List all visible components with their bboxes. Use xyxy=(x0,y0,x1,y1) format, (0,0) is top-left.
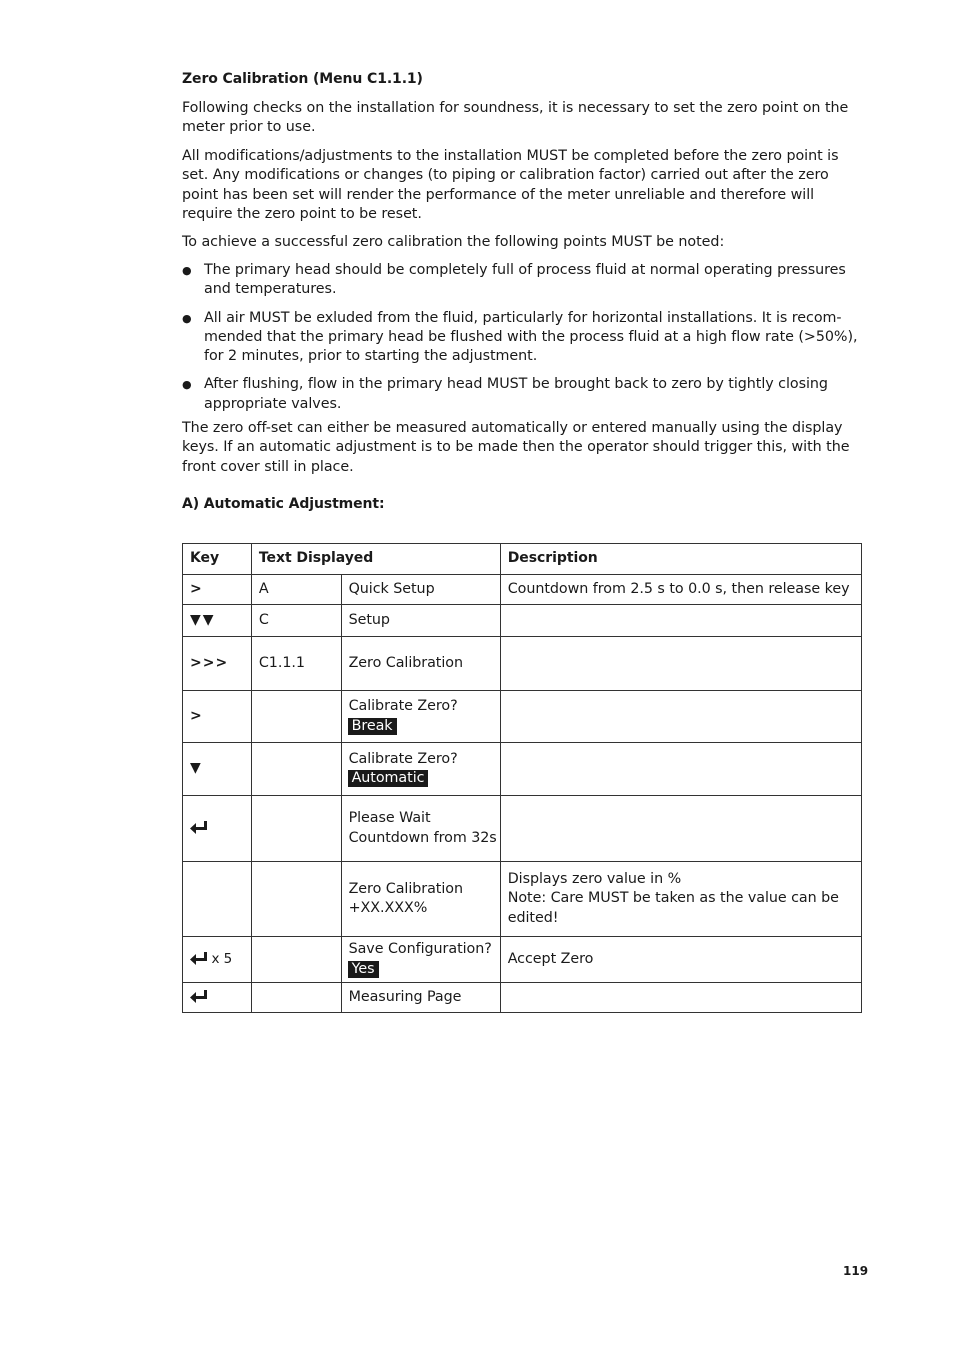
header-description: Description xyxy=(500,544,861,575)
key-cell xyxy=(183,983,252,1013)
display-cell: Zero Calibration xyxy=(341,637,500,691)
list-item: ● After flushing, flow in the primary head MUST be brought back to zero by tightly closing appropriate valves. xyxy=(182,375,862,414)
paragraph-4: The zero off-set can either be measured automatically or entered manually using the display keys. If an automatic adjustment is to be made then the operator should trigger this, with the front cover still in place. xyxy=(182,420,850,475)
display-cell: Setup xyxy=(341,605,500,637)
adjustment-steps-table xyxy=(182,543,862,1013)
table-row xyxy=(183,575,862,605)
display-cell xyxy=(341,862,500,937)
key-cell: ▼▼ xyxy=(183,605,252,637)
requirements-list xyxy=(182,261,862,414)
selected-option: Automatic xyxy=(348,770,429,787)
header-key: Key xyxy=(183,544,252,575)
enter-icon xyxy=(190,821,207,835)
code-cell xyxy=(251,691,341,743)
code-cell xyxy=(251,862,341,937)
code-cell xyxy=(251,796,341,862)
description-cell xyxy=(500,796,861,862)
code-cell: A xyxy=(251,575,341,605)
display-line: Calibrate Zero? xyxy=(348,698,458,715)
paragraph-3: To achieve a successful zero calibration the following points MUST be noted: xyxy=(182,234,725,250)
display-cell xyxy=(341,937,500,983)
description-cell xyxy=(500,691,861,743)
key-cell xyxy=(183,937,252,983)
display-line: Zero Calibration xyxy=(348,880,463,897)
section-title: Zero Calibration (Menu C1.1.1) xyxy=(182,71,423,87)
code-cell xyxy=(251,937,341,983)
display-line: Calibrate Zero? xyxy=(348,750,458,767)
table-row xyxy=(183,796,862,862)
description-cell xyxy=(500,743,861,796)
display-cell: Quick Setup xyxy=(341,575,500,605)
key-cell: ▼ xyxy=(183,743,252,796)
selected-option: Break xyxy=(348,718,397,735)
display-line: Please Wait xyxy=(348,810,431,827)
enter-icon xyxy=(190,952,207,966)
subsection-heading: A) Automatic Adjustment: xyxy=(182,496,385,512)
display-cell xyxy=(341,796,500,862)
description-cell xyxy=(500,605,861,637)
description-line: Displays zero value in % xyxy=(507,871,682,888)
key-cell xyxy=(183,862,252,937)
table-row xyxy=(183,862,862,937)
code-cell xyxy=(251,983,341,1013)
table-row xyxy=(183,605,862,637)
selected-option: Yes xyxy=(348,961,379,978)
key-cell: > xyxy=(183,691,252,743)
table-row xyxy=(183,637,862,691)
display-cell: Measuring Page xyxy=(341,983,500,1013)
page-number: 119 xyxy=(843,1264,869,1278)
table-row xyxy=(183,983,862,1013)
display-line: Save Configuration? xyxy=(348,941,492,958)
table-header-row xyxy=(183,544,862,575)
list-item: ● All air MUST be exluded from the fluid, particularly for horizontal installations. It is recom-mended that the primary head be flushed with the process fluid at a high flow rate (>50%), for 2 minutes, prior to starting the adjustment. xyxy=(182,309,862,367)
description-cell xyxy=(500,983,861,1013)
table-row xyxy=(183,937,862,983)
key-cell: >>> xyxy=(183,637,252,691)
description-cell: Countdown from 2.5 s to 0.0 s, then release key xyxy=(500,575,861,605)
code-cell: C xyxy=(251,605,341,637)
code-cell: C1.1.1 xyxy=(251,637,341,691)
table-row xyxy=(183,691,862,743)
display-line: +XX.XXX% xyxy=(348,900,428,916)
display-line: Countdown from 32s xyxy=(348,829,497,846)
paragraph-1: Following checks on the installation for soundness, it is necessary to set the zero point on the meter prior to use. xyxy=(182,100,849,136)
description-cell xyxy=(500,862,861,937)
paragraph-2: All modifications/adjustments to the installation MUST be completed before the zero point is set. Any modifications or changes (to piping or calibration factor) carried out after the zero point has been set will render the performance of the meter unreliable and therefore will require the zero point to be reset. xyxy=(182,148,839,222)
display-cell xyxy=(341,743,500,796)
description-cell: Accept Zero xyxy=(500,937,861,983)
key-cell xyxy=(183,796,252,862)
code-cell xyxy=(251,743,341,796)
key-cell: > xyxy=(183,575,252,605)
description-note: Note: Care MUST be taken as the value can be edited! xyxy=(507,890,839,926)
table-row xyxy=(183,743,862,796)
key-repeat: x 5 xyxy=(211,950,233,967)
header-text-displayed: Text Displayed xyxy=(251,544,500,575)
display-cell xyxy=(341,691,500,743)
list-item: ● The primary head should be completely full of process fluid at normal operating pressures and temperatures. xyxy=(182,261,862,300)
description-cell xyxy=(500,637,861,691)
enter-icon xyxy=(190,990,207,1004)
